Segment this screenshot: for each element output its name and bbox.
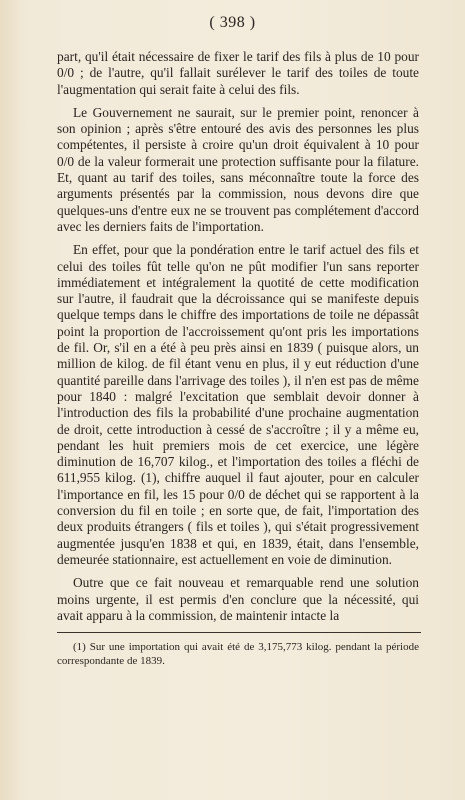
page-number: ( 398 )	[209, 14, 256, 31]
paragraph-4: Outre que ce fait nouveau et remarquable rend une solution moins urgente, il est permis d'en conclure que la nécessité, qui avait apparu à la commission, de maintenir intacte la	[57, 575, 419, 623]
footnote: (1) Sur une importation qui avait été de 3,175,773 kilog. pendant la période correspondante de 1839.	[57, 641, 419, 667]
paragraph-2: Le Gouvernement ne saurait, sur le premier point, renoncer à son opinion ; après s'être entouré des avis des personnes les plus compétentes, il persiste à croire qu'un droit équivalent à 10 pour 0/0 de la valeur formerait une protection suffisante pour la filature. Et, quant au tarif des toiles, sans méconnaître toute la force des arguments présentés par la commission, nous devons dire que quelques-uns d'entre eux ne se trouvent pas complétement d'accord avec les derniers faits de l'importation.	[57, 104, 419, 234]
body-text	[57, 49, 419, 631]
footnote-divider	[57, 632, 421, 633]
paragraph-1: part, qu'il était nécessaire de fixer le tarif des fils à plus de 10 pour 0/0 ; de l'autre, qu'il fallait surélever le tarif des toiles de toute l'augmentation qui serait faite à celui des fils.	[57, 49, 419, 97]
paragraph-3: En effet, pour que la pondération entre le tarif actuel des fils et celui des toiles fût telle qu'on ne pût modifier l'un sans reporter immédiatement et intégralement la quotité de cette modification sur l'autre, il faudrait que la décroissance qui se manifeste depuis quelque temps dans le chiffre des importations de toile ne dépassât point la proportion de l'accroissement qu'ont pris les importations de fil. Or, s'il en a été à peu près ainsi en 1839 ( puisque alors, un million de kilog. de fil étant venu en plus, il y eut réduction d'une quantité pareille dans l'arrivage des toiles ), il n'en est pas de même pour 1840 : malgré l'excitation que semblait devoir donner à l'introduction des fils la probabilité d'une prochaine augmentation de droit, cette introduction à cessé de s'accroître ; il y a même eu, pendant les huit premiers mois de cet exercice, une légère diminution de 16,707 kilog., et l'importation des toiles a fléchi de 611,955 kilog. (1), chiffre auquel il faut ajouter, pour en calculer l'importance en fil, les 15 pour 0/0 de déchet qui se rapportent à la conversion du fil en toile ; en sorte que, de fait, l'importation des deux produits étrangers ( fils et toiles ), qui s'était progressivement augmentée jusqu'en 1838 et qui, en 1839, était, dans l'ensemble, demeurée stationnaire, est actuellement en voie de diminution.	[57, 242, 419, 567]
